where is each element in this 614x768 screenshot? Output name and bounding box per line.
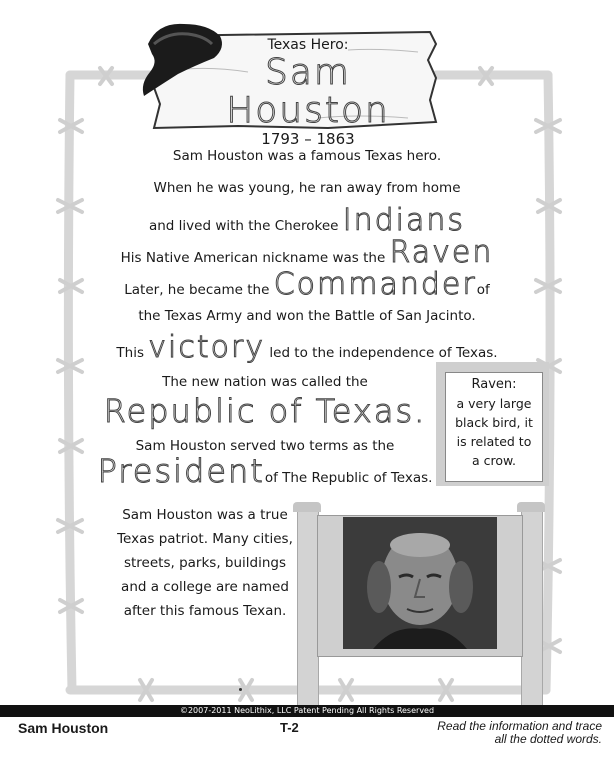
trace-word-republic: Republic of Texas.: [103, 392, 427, 430]
trace-word-victory: victory: [148, 330, 266, 365]
sign-post-left: [297, 508, 319, 706]
footer-instructions: Read the information and trace all the dotted words.: [437, 719, 602, 746]
trace-word-president: President: [97, 452, 265, 490]
story-line-4: His Native American nickname was the Raven: [120, 235, 494, 270]
title-kicker: Texas Hero:: [267, 37, 349, 53]
story-line-1: Sam Houston was a famous Texas hero.: [172, 148, 442, 164]
trace-word-raven: Raven: [389, 235, 494, 270]
post-cap-left: [293, 502, 321, 512]
copyright-bar: ©2007-2011 NeoLithix, LLC Patent Pending All Rights Reserved: [0, 705, 614, 717]
sign-post-right: [521, 508, 543, 706]
story-line-6: the Texas Army and won the Battle of San Jacinto.: [138, 308, 476, 324]
story-line-7: This victory led to the independence of Texas.: [116, 330, 498, 365]
title-name: Sam Houston: [226, 52, 390, 131]
page-number: T-2: [280, 720, 299, 735]
closing-paragraph: Sam Houston was a true Texas patriot. Many cities, streets, parks, buildings and a college are named after this famous Texan.: [117, 507, 293, 619]
title-block: [150, 36, 436, 148]
story-line-5: Later, he became the Commanderof: [124, 267, 490, 302]
story-line-2: When he was young, he ran away from home: [153, 180, 461, 196]
post-cap-right: [517, 502, 545, 512]
trace-word-commander: Commander: [273, 267, 477, 302]
story-line-11: Presidentof The Republic of Texas.: [97, 452, 433, 490]
small-dot: [239, 688, 242, 691]
title-years: 1793 – 1863: [261, 130, 355, 148]
story-line-10: Sam Houston served two terms as the: [135, 438, 395, 454]
story-line-8: The new nation was called the: [162, 374, 368, 390]
footer-subject: Sam Houston: [18, 720, 109, 736]
definition-box: Raven: a very large black bird, it is related to a crow.: [445, 372, 543, 482]
story-line-3: and lived with the Cherokee Indians: [148, 203, 466, 238]
definition-term: Raven:: [471, 377, 517, 392]
portrait-image: [343, 517, 497, 649]
trace-word-indians: Indians: [342, 203, 466, 238]
